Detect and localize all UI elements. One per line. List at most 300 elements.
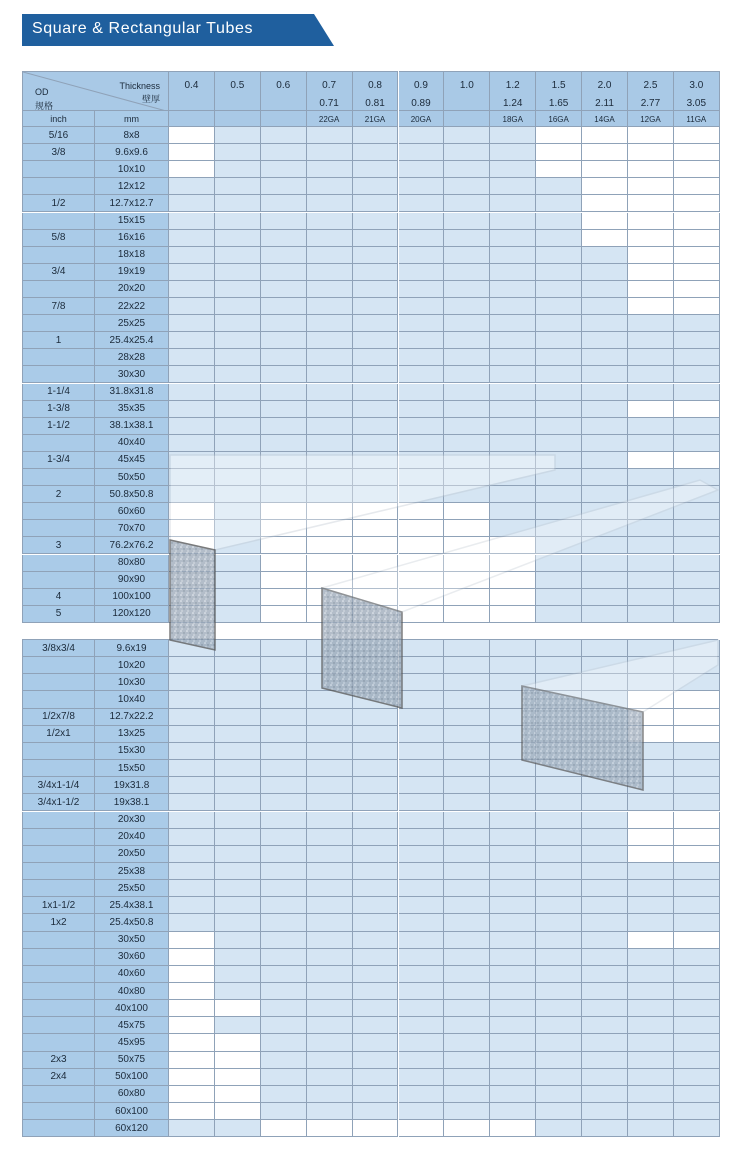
availability-cell xyxy=(169,264,215,281)
mm-size: 16x16 xyxy=(117,232,146,244)
availability-cell xyxy=(215,384,261,401)
availability-cell xyxy=(536,1034,582,1051)
availability-cell xyxy=(536,743,582,760)
mm-size: 20x50 xyxy=(117,848,146,860)
inch-size: 3/4 xyxy=(51,266,66,278)
availability-cell xyxy=(674,691,720,708)
availability-cell xyxy=(490,264,536,281)
availability-cell xyxy=(674,829,720,846)
mm-size: 25x38 xyxy=(117,865,146,877)
availability-cell xyxy=(307,435,353,452)
availability-cell xyxy=(261,230,307,247)
availability-cell xyxy=(536,401,582,418)
availability-cell xyxy=(261,829,307,846)
availability-cell xyxy=(307,846,353,863)
availability-cell xyxy=(353,846,399,863)
availability-cell xyxy=(399,1052,445,1069)
mm-size: 13x25 xyxy=(117,728,146,740)
availability-cell xyxy=(215,332,261,349)
availability-cell xyxy=(261,178,307,195)
inch-size: 3/4x1-1/2 xyxy=(37,796,80,808)
availability-cell xyxy=(169,691,215,708)
availability-cell xyxy=(674,195,720,212)
availability-cell xyxy=(628,966,674,983)
availability-cell xyxy=(674,863,720,880)
availability-cell xyxy=(261,161,307,178)
availability-cell xyxy=(536,863,582,880)
inch-size: 4 xyxy=(55,591,62,603)
availability-cell xyxy=(399,469,445,486)
availability-cell xyxy=(628,589,674,606)
availability-cell xyxy=(628,880,674,897)
availability-cell xyxy=(399,298,445,315)
availability-cell xyxy=(582,743,628,760)
availability-cell xyxy=(582,332,628,349)
mm-size: 22x22 xyxy=(117,300,146,312)
availability-cell xyxy=(628,674,674,691)
availability-cell xyxy=(582,606,628,623)
availability-cell xyxy=(536,555,582,572)
inch-size: 1-3/4 xyxy=(47,454,70,466)
availability-cell xyxy=(353,726,399,743)
availability-cell xyxy=(628,195,674,212)
availability-cell xyxy=(490,1034,536,1051)
availability-cell xyxy=(169,1017,215,1034)
availability-cell xyxy=(536,914,582,931)
rect-row-inch-cell xyxy=(22,897,95,914)
square-row-inch-cell xyxy=(22,315,95,332)
availability-cell xyxy=(490,932,536,949)
availability-cell xyxy=(353,195,399,212)
availability-cell xyxy=(307,486,353,503)
availability-cell xyxy=(536,691,582,708)
mm-size: 25x25 xyxy=(117,317,146,329)
availability-cell xyxy=(536,178,582,195)
availability-cell xyxy=(444,213,490,230)
availability-cell xyxy=(215,366,261,383)
availability-cell xyxy=(215,213,261,230)
availability-cell xyxy=(169,572,215,589)
availability-cell xyxy=(674,247,720,264)
availability-cell xyxy=(169,760,215,777)
availability-cell xyxy=(399,1086,445,1103)
availability-cell xyxy=(582,1052,628,1069)
availability-cell xyxy=(444,366,490,383)
availability-cell xyxy=(628,537,674,554)
availability-cell xyxy=(674,230,720,247)
thickness-header-2.5 xyxy=(628,71,674,111)
availability-cell xyxy=(674,349,720,366)
mm-size: 50.8x50.8 xyxy=(109,488,154,500)
inch-size: 5 xyxy=(55,608,62,620)
availability-cell xyxy=(582,880,628,897)
rect-row-inch-cell xyxy=(22,812,95,829)
availability-cell xyxy=(399,657,445,674)
availability-cell xyxy=(628,178,674,195)
availability-cell xyxy=(536,281,582,298)
availability-cell xyxy=(536,846,582,863)
thickness-value: 2.5 xyxy=(643,80,658,91)
square-row-inch-cell xyxy=(22,247,95,264)
availability-cell xyxy=(536,983,582,1000)
availability-cell xyxy=(353,452,399,469)
availability-cell xyxy=(628,846,674,863)
availability-cell xyxy=(169,555,215,572)
rect-row-inch-cell xyxy=(22,709,95,726)
availability-cell xyxy=(399,966,445,983)
availability-cell xyxy=(261,880,307,897)
availability-cell xyxy=(536,452,582,469)
availability-cell xyxy=(169,812,215,829)
availability-cell xyxy=(353,555,399,572)
availability-cell xyxy=(215,863,261,880)
availability-cell xyxy=(490,589,536,606)
availability-cell xyxy=(444,966,490,983)
availability-cell xyxy=(444,794,490,811)
availability-cell xyxy=(490,606,536,623)
rect-row-mm-cell xyxy=(95,846,169,863)
availability-cell xyxy=(536,520,582,537)
availability-cell xyxy=(674,503,720,520)
availability-cell xyxy=(674,674,720,691)
availability-cell xyxy=(490,829,536,846)
thickness-value: 1.2 xyxy=(505,80,520,91)
availability-cell xyxy=(261,657,307,674)
availability-cell xyxy=(536,777,582,794)
gauge-header xyxy=(215,111,261,127)
availability-cell xyxy=(169,657,215,674)
availability-cell xyxy=(628,777,674,794)
availability-cell xyxy=(169,418,215,435)
inch-size: 7/8 xyxy=(51,300,66,312)
availability-cell xyxy=(353,657,399,674)
availability-cell xyxy=(490,1120,536,1137)
availability-cell xyxy=(307,366,353,383)
square-row-mm-cell xyxy=(95,332,169,349)
availability-cell xyxy=(490,281,536,298)
availability-cell xyxy=(261,1017,307,1034)
availability-cell xyxy=(674,1000,720,1017)
availability-cell xyxy=(444,640,490,657)
availability-cell xyxy=(444,932,490,949)
availability-cell xyxy=(490,537,536,554)
availability-cell xyxy=(353,1000,399,1017)
availability-cell xyxy=(628,640,674,657)
availability-cell xyxy=(444,812,490,829)
thickness-alt-value: 0.71 xyxy=(319,98,339,109)
availability-cell xyxy=(536,435,582,452)
thickness-label-cn: 壁厚 xyxy=(141,94,160,104)
availability-cell xyxy=(628,384,674,401)
availability-cell xyxy=(444,983,490,1000)
availability-cell xyxy=(215,195,261,212)
availability-cell xyxy=(444,1017,490,1034)
rect-row-mm-cell xyxy=(95,1103,169,1120)
inch-size: 2x3 xyxy=(50,1054,67,1066)
availability-cell xyxy=(353,674,399,691)
availability-cell xyxy=(353,606,399,623)
availability-cell xyxy=(444,230,490,247)
square-row-inch-cell xyxy=(22,366,95,383)
rect-row-inch-cell xyxy=(22,794,95,811)
availability-cell xyxy=(399,332,445,349)
mm-size: 30x30 xyxy=(117,368,146,380)
availability-cell xyxy=(490,178,536,195)
availability-cell xyxy=(628,469,674,486)
availability-cell xyxy=(353,589,399,606)
gauge-header xyxy=(582,111,628,127)
availability-cell xyxy=(582,503,628,520)
rect-row-inch-cell xyxy=(22,674,95,691)
availability-cell xyxy=(399,127,445,144)
availability-cell xyxy=(169,452,215,469)
mm-size: 90x90 xyxy=(117,574,146,586)
availability-cell xyxy=(307,230,353,247)
rect-row-mm-cell xyxy=(95,743,169,760)
availability-cell xyxy=(215,435,261,452)
availability-cell xyxy=(261,144,307,161)
availability-cell xyxy=(582,914,628,931)
availability-cell xyxy=(215,178,261,195)
availability-cell xyxy=(215,726,261,743)
availability-cell xyxy=(169,1034,215,1051)
mm-size: 18x18 xyxy=(117,249,146,261)
availability-cell xyxy=(169,606,215,623)
availability-cell xyxy=(674,726,720,743)
availability-cell xyxy=(674,572,720,589)
availability-cell xyxy=(628,264,674,281)
availability-cell xyxy=(490,503,536,520)
availability-cell xyxy=(399,1069,445,1086)
availability-cell xyxy=(582,486,628,503)
availability-cell xyxy=(215,1086,261,1103)
availability-cell xyxy=(215,880,261,897)
availability-cell xyxy=(261,674,307,691)
availability-cell xyxy=(582,674,628,691)
availability-cell xyxy=(399,264,445,281)
availability-cell xyxy=(399,349,445,366)
availability-cell xyxy=(674,1069,720,1086)
availability-cell xyxy=(399,144,445,161)
availability-cell xyxy=(399,366,445,383)
square-row-inch-cell xyxy=(22,384,95,401)
availability-cell xyxy=(536,932,582,949)
mm-size: 38.1x38.1 xyxy=(109,420,154,432)
availability-cell xyxy=(261,897,307,914)
availability-cell xyxy=(674,1086,720,1103)
square-row-inch-cell xyxy=(22,435,95,452)
thickness-value: 3.0 xyxy=(689,80,704,91)
gauge-header xyxy=(353,111,399,127)
availability-cell xyxy=(490,760,536,777)
availability-cell xyxy=(261,1034,307,1051)
availability-cell xyxy=(628,606,674,623)
mm-size: 15x30 xyxy=(117,745,146,757)
availability-cell xyxy=(536,298,582,315)
availability-cell xyxy=(628,247,674,264)
availability-cell xyxy=(307,880,353,897)
availability-cell xyxy=(307,1120,353,1137)
availability-cell xyxy=(628,349,674,366)
availability-cell xyxy=(169,503,215,520)
rect-row-mm-cell xyxy=(95,914,169,931)
availability-cell xyxy=(628,127,674,144)
rect-row-mm-cell xyxy=(95,777,169,794)
availability-cell xyxy=(628,1034,674,1051)
gauge-label: 21GA xyxy=(364,115,386,124)
availability-cell xyxy=(444,264,490,281)
thickness-header-1.5 xyxy=(536,71,582,111)
availability-cell xyxy=(444,726,490,743)
availability-cell xyxy=(628,863,674,880)
availability-cell xyxy=(674,1017,720,1034)
availability-cell xyxy=(353,247,399,264)
square-row-inch-cell xyxy=(22,144,95,161)
availability-cell xyxy=(215,486,261,503)
availability-cell xyxy=(399,691,445,708)
availability-cell xyxy=(353,897,399,914)
availability-cell xyxy=(628,1120,674,1137)
inch-size: 1-3/8 xyxy=(47,403,70,415)
rect-row-mm-cell xyxy=(95,691,169,708)
availability-cell xyxy=(674,401,720,418)
availability-cell xyxy=(628,144,674,161)
availability-cell xyxy=(215,760,261,777)
availability-cell xyxy=(444,1052,490,1069)
availability-cell xyxy=(628,161,674,178)
availability-cell xyxy=(444,709,490,726)
availability-cell xyxy=(582,709,628,726)
availability-cell xyxy=(674,777,720,794)
availability-cell xyxy=(444,435,490,452)
availability-cell xyxy=(353,315,399,332)
availability-cell xyxy=(628,914,674,931)
availability-cell xyxy=(307,161,353,178)
mm-size: 12.7x22.2 xyxy=(109,711,154,723)
rect-row-mm-cell xyxy=(95,983,169,1000)
availability-cell xyxy=(674,606,720,623)
availability-cell xyxy=(169,144,215,161)
gauge-header xyxy=(628,111,674,127)
availability-cell xyxy=(307,503,353,520)
availability-cell xyxy=(307,983,353,1000)
square-row-inch-cell xyxy=(22,349,95,366)
rect-row-mm-cell xyxy=(95,1000,169,1017)
square-row-inch-cell xyxy=(22,264,95,281)
availability-cell xyxy=(674,657,720,674)
square-row-mm-cell xyxy=(95,572,169,589)
thickness-value: 0.7 xyxy=(322,80,337,91)
availability-cell xyxy=(628,418,674,435)
availability-cell xyxy=(215,932,261,949)
availability-cell xyxy=(582,384,628,401)
mm-size: 70x70 xyxy=(117,522,146,534)
gauge-header xyxy=(261,111,307,127)
availability-cell xyxy=(444,537,490,554)
availability-cell xyxy=(628,743,674,760)
availability-cell xyxy=(261,520,307,537)
availability-cell xyxy=(444,1086,490,1103)
square-row-mm-cell xyxy=(95,589,169,606)
availability-cell xyxy=(582,401,628,418)
availability-cell xyxy=(674,794,720,811)
availability-cell xyxy=(444,349,490,366)
rect-row-inch-cell xyxy=(22,760,95,777)
availability-cell xyxy=(490,880,536,897)
mm-size: 25.4x38.1 xyxy=(109,899,154,911)
availability-cell xyxy=(261,589,307,606)
availability-cell xyxy=(582,1120,628,1137)
availability-cell xyxy=(536,606,582,623)
availability-cell xyxy=(261,213,307,230)
availability-cell xyxy=(536,161,582,178)
availability-cell xyxy=(628,657,674,674)
availability-cell xyxy=(353,932,399,949)
availability-cell xyxy=(582,555,628,572)
availability-cell xyxy=(674,264,720,281)
thickness-value: 0.6 xyxy=(276,80,291,91)
square-row-mm-cell xyxy=(95,401,169,418)
availability-cell xyxy=(169,932,215,949)
mm-size: 120x120 xyxy=(112,608,151,620)
availability-cell xyxy=(307,589,353,606)
availability-cell xyxy=(399,418,445,435)
availability-cell xyxy=(399,880,445,897)
availability-cell xyxy=(674,1103,720,1120)
availability-cell xyxy=(582,589,628,606)
availability-cell xyxy=(674,315,720,332)
availability-cell xyxy=(169,486,215,503)
mm-size: 15x15 xyxy=(117,215,146,227)
mm-size: 15x50 xyxy=(117,762,146,774)
square-row-mm-cell xyxy=(95,349,169,366)
availability-cell xyxy=(674,1052,720,1069)
inch-size: 1/2x1 xyxy=(46,728,71,740)
thickness-value: 0.8 xyxy=(368,80,382,91)
rect-row-mm-cell xyxy=(95,1052,169,1069)
availability-cell xyxy=(628,332,674,349)
square-row-mm-cell xyxy=(95,520,169,537)
availability-cell xyxy=(353,1069,399,1086)
availability-cell xyxy=(261,1000,307,1017)
availability-cell xyxy=(399,230,445,247)
availability-cell xyxy=(582,247,628,264)
availability-cell xyxy=(353,401,399,418)
availability-cell xyxy=(628,435,674,452)
availability-cell xyxy=(536,264,582,281)
availability-cell xyxy=(353,777,399,794)
availability-cell xyxy=(169,384,215,401)
availability-cell xyxy=(674,366,720,383)
inch-size: 5/16 xyxy=(48,129,69,141)
square-row-inch-cell xyxy=(22,401,95,418)
availability-cell xyxy=(399,1103,445,1120)
mm-size: 45x75 xyxy=(117,1019,146,1031)
availability-cell xyxy=(169,401,215,418)
availability-cell xyxy=(307,709,353,726)
square-row-inch-cell xyxy=(22,503,95,520)
availability-cell xyxy=(582,469,628,486)
availability-cell xyxy=(307,384,353,401)
availability-cell xyxy=(261,452,307,469)
availability-cell xyxy=(307,966,353,983)
availability-cell xyxy=(674,418,720,435)
availability-cell xyxy=(399,863,445,880)
availability-cell xyxy=(628,572,674,589)
availability-cell xyxy=(490,846,536,863)
availability-cell xyxy=(674,812,720,829)
availability-cell xyxy=(628,812,674,829)
